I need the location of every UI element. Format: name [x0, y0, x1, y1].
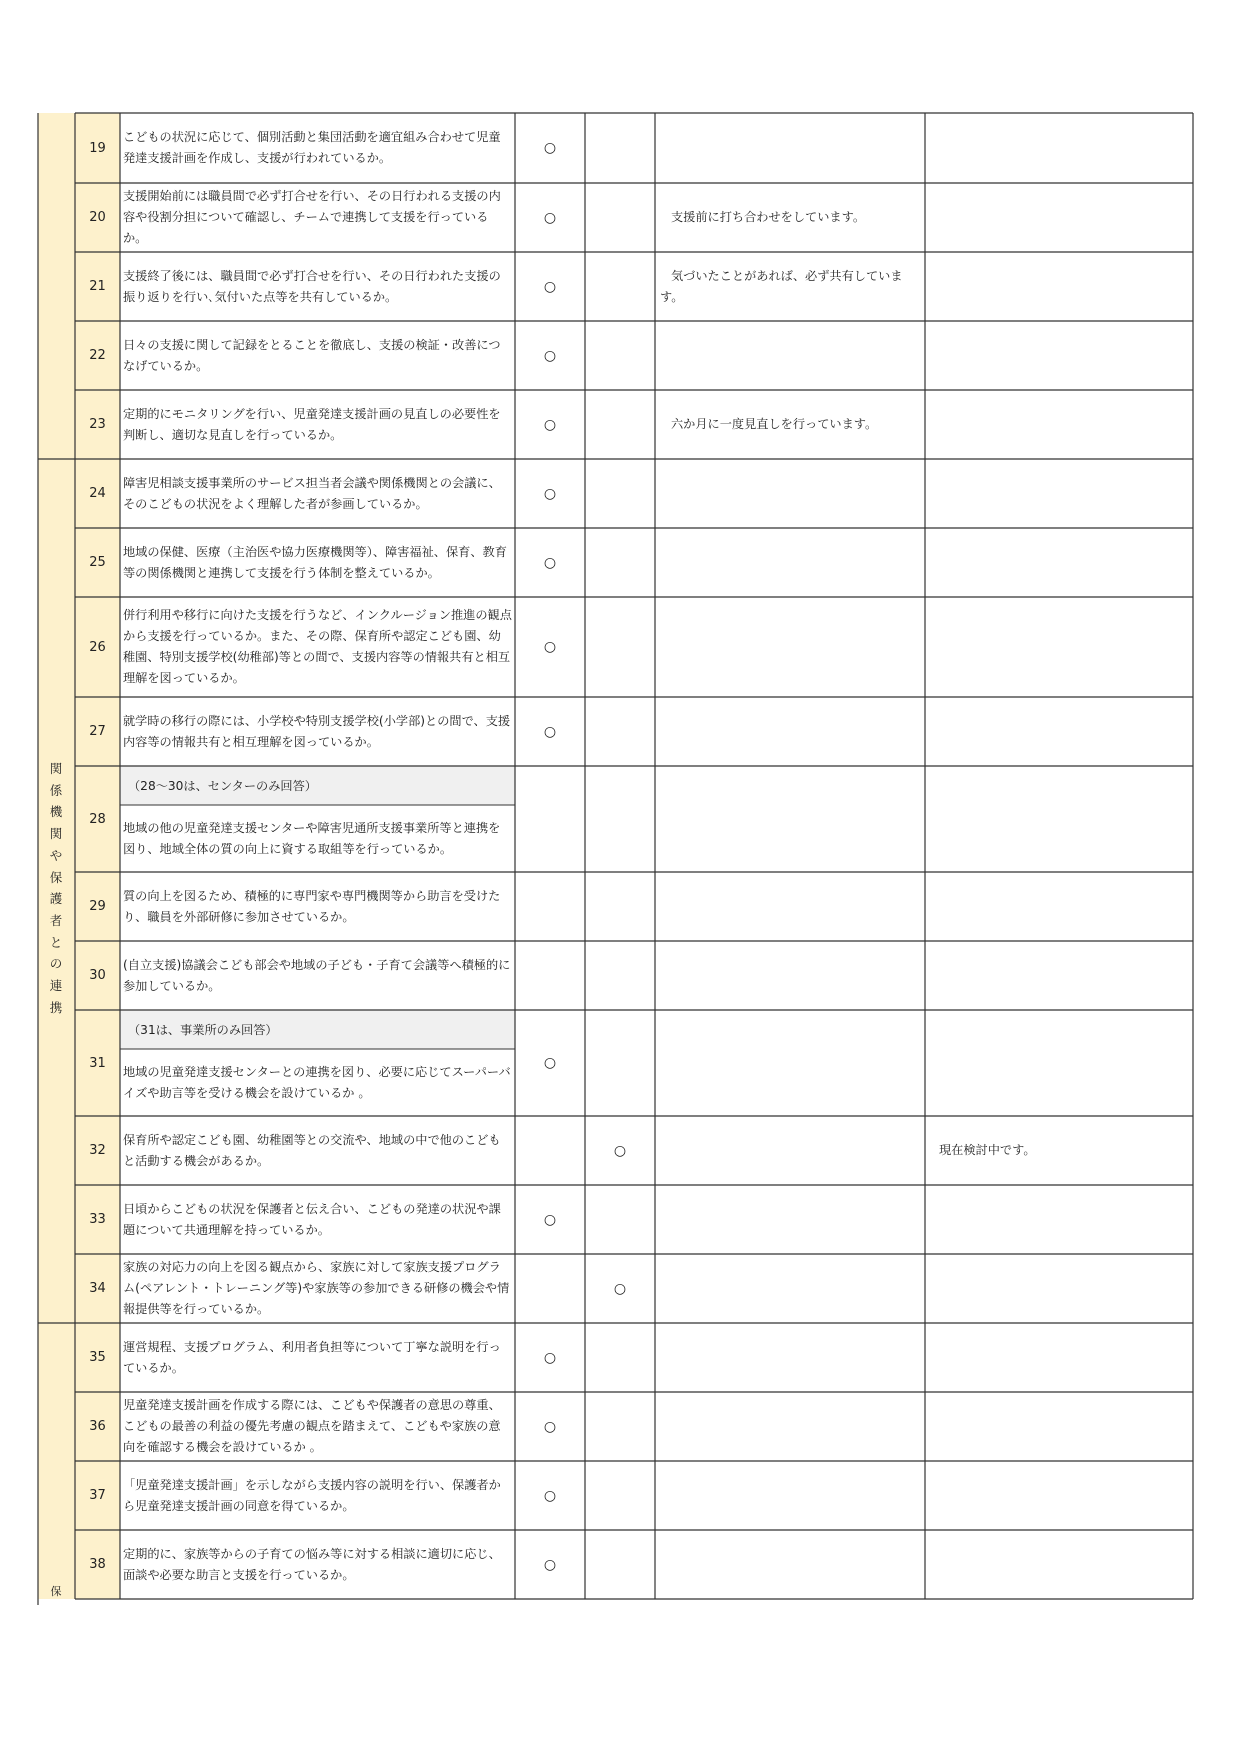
row-number: 36: [75, 1392, 120, 1461]
question-text: 定期的にモニタリングを行い、児童発達支援計画の見直しの必要性を判断し、適切な見直しを行っているか。: [123, 406, 501, 442]
yes-mark[interactable]: ○: [543, 1349, 557, 1366]
question-text: こどもの状況に応じて、個別活動と集団活動を適宜組み合わせて児童発達支援計画を作成し、支援が行われているか。: [123, 130, 501, 165]
row-number: 26: [75, 597, 120, 697]
improvement-text[interactable]: 六か月に一度見直しを行っています。: [671, 417, 878, 431]
improvement-text[interactable]: 気づいたことがあれば、必ず共有しています。: [660, 268, 903, 304]
question-text: (自立支援)協議会こども部会や地域の子ども・子育て会議等へ積極的に参加しているか。: [123, 957, 511, 993]
category-label-char: や: [49, 847, 63, 863]
row-number: 35: [75, 1323, 120, 1392]
question-text: 支援終了後には、職員間で必ず打合せを行い、その日行われた支援の振り返りを行い､気付いた点等を共有しているか。: [123, 268, 501, 304]
yes-mark[interactable]: ○: [543, 723, 557, 740]
yes-mark[interactable]: ○: [543, 347, 557, 364]
yes-mark[interactable]: ○: [543, 209, 557, 226]
row-number: 31: [75, 1010, 120, 1116]
category-label-char: 関: [49, 826, 63, 842]
row-number: 30: [75, 941, 120, 1010]
yes-mark[interactable]: ○: [543, 1211, 557, 1228]
comment-text[interactable]: 現在検討中です。: [939, 1143, 1036, 1157]
category-label-char: 保: [49, 869, 63, 885]
no-mark[interactable]: ○: [613, 1280, 627, 1297]
yes-mark[interactable]: ○: [543, 1487, 557, 1504]
answer-scope-note: （28～30は、センターのみ回答）: [120, 766, 515, 805]
category-label-char: 携: [49, 999, 63, 1015]
yes-mark[interactable]: ○: [543, 1418, 557, 1435]
question-text: 児童発達支援計画を作成する際には、こどもや保護者の意思の尊重、こどもの最善の利益の優先考慮の観点を踏まえて、こどもや家族の意向を確認する機会を設けているか 。: [123, 1398, 501, 1454]
row-number: 22: [75, 321, 120, 390]
yes-mark[interactable]: ○: [543, 485, 557, 502]
category-label-char: 関: [49, 761, 63, 776]
question-text: 定期的に、家族等からの子育ての悩み等に対する相談に適切に応じ、面談や必要な助言と支援を行っているか。: [123, 1546, 501, 1582]
question-text: 併行利用や移行に向けた支援を行うなど、インクルージョン推進の観点から支援を行っているか。また、その際、保育所や認定こども園、幼稚園、特別支援学校(幼稚部)等との間で、支援内容等の情報共有と相互理解を図っているか。: [123, 608, 512, 685]
category-label-char: 係: [49, 782, 63, 798]
yes-mark[interactable]: ○: [543, 140, 557, 156]
row-number: 28: [75, 766, 120, 872]
row-number: 29: [75, 872, 120, 941]
row-number: 24: [75, 459, 120, 528]
question-text: 保育所や認定こども園、幼稚園等との交流や、地域の中で他のこどもと活動する機会があるか。: [123, 1132, 501, 1168]
question-text: 日々の支援に関して記録をとることを徹底し、支援の検証・改善につなげているか。: [123, 337, 501, 373]
question-text: 支援開始前には職員間で必ず打合せを行い、その日行われる支援の内容や役割分担について確認し、チームで連携して支援を行っているか。: [123, 189, 501, 245]
answer-scope-note: （31は、事業所のみ回答）: [120, 1010, 515, 1049]
row-number: 38: [75, 1530, 120, 1599]
row-number: 23: [75, 390, 120, 459]
row-number: 34: [75, 1254, 120, 1323]
improvement-text[interactable]: 支援前に打ち合わせをしています。: [671, 210, 866, 224]
row-number: 37: [75, 1461, 120, 1530]
question-text: 質の向上を図るため、積極的に専門家や専門機関等から助言を受けたり、職員を外部研修に参加させているか。: [123, 888, 501, 924]
row-number: 33: [75, 1185, 120, 1254]
row-number: 27: [75, 697, 120, 766]
question-text: 地域の児童発達支援センターとの連携を図り、必要に応じてスーパーバイズや助言等を受ける機会を設けているか 。: [123, 1064, 511, 1100]
question-text: 地域の他の児童発達支援センターや障害児通所支援事業所等と連携を図り、地域全体の質の向上に資する取組等を行っているか。: [123, 820, 501, 856]
no-mark[interactable]: ○: [613, 1142, 627, 1159]
category-label-char: 者: [49, 912, 63, 928]
yes-mark[interactable]: ○: [543, 554, 557, 571]
row-number: 20: [75, 183, 120, 252]
yes-mark[interactable]: ○: [543, 1556, 557, 1573]
question-text: 家族の対応力の向上を図る観点から、家族に対して家族支援プログラム(ペアレント・トレーニング等)や家族等の参加できる研修の機会や情報提供等を行っているか。: [123, 1260, 510, 1316]
question-text: 障害児相談支援事業所のサービス担当者会議や関係機関との会議に、そのこどもの状況をよく理解した者が参画しているか。: [123, 475, 501, 511]
row-number: 32: [75, 1116, 120, 1185]
row-number: 19: [75, 113, 120, 183]
yes-mark[interactable]: ○: [543, 639, 557, 655]
question-text: 「児童発達支援計画」を示しながら支援内容の説明を行い、保護者から児童発達支援計画の同意を得ているか。: [123, 1477, 501, 1513]
category-label-char: 機: [49, 804, 63, 820]
yes-mark[interactable]: ○: [543, 1055, 557, 1071]
yes-mark[interactable]: ○: [543, 416, 557, 433]
row-number: 25: [75, 528, 120, 597]
question-text: 日頃からこどもの状況を保護者と伝え合い、こどもの発達の状況や課題について共通理解を持っているか。: [123, 1201, 501, 1237]
question-text: 就学時の移行の際には、小学校や特別支援学校(小学部)との間で、支援内容等の情報共有と相互理解を図っているか。: [123, 713, 511, 749]
row-number: 21: [75, 252, 120, 321]
category-label-char: の: [49, 956, 63, 972]
yes-mark[interactable]: ○: [543, 278, 557, 295]
category-label-partial: 保: [50, 1585, 62, 1598]
question-text: 運営規程、支援プログラム、利用者負担等について丁寧な説明を行っているか。: [123, 1339, 501, 1375]
category-label-char: 護: [49, 891, 63, 907]
question-text: 地域の保健、医療（主治医や協力医療機関等）、障害福祉、保育、教育等の関係機関と連携して支援を行う体制を整えているか。: [123, 544, 507, 580]
category-label-char: と: [49, 934, 63, 950]
category-label-char: 連: [49, 978, 63, 994]
